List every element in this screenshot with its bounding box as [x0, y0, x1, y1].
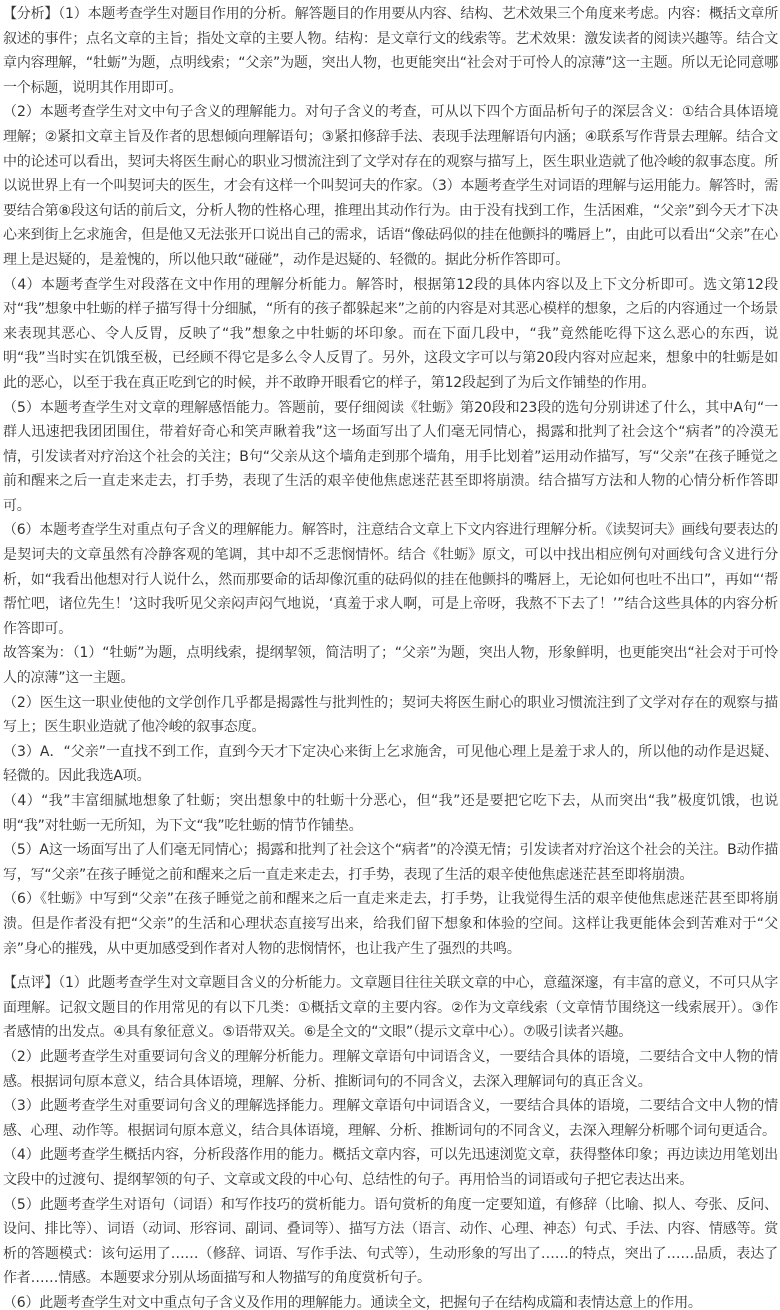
answer-paragraph: （6）《牡蛎》中写到“父亲”在孩子睡觉之前和醒来之后一直走来走去，打手势，让我觉得生活的艰辛使他焦虑迷茫甚至即将崩溃。但是作者没有把“父亲”的生活和心理状态直接写出来，给我们留下想象和体验的空间。这样让我更能体会到苦难对于“父亲”身心的摧残，从中更加感受到作者对人物的悲悯情怀，也让我产生了强烈的共鸣。 — [3, 891, 778, 957]
answer-paragraph: （3）A．“父亲”一直找不到工作，直到今天才下定决心来街上乞求施舍，可见他心理上是羞于求人的，所以他的动作是迟疑、轻微的。因此我选A项。 — [3, 743, 778, 785]
section-gap — [3, 961, 778, 971]
analysis-paragraph: 【分析】（1）本题考查学生对题目作用的分析。解答题目的作用要从内容、结构、艺术效果三个角度来考虑。内容：概括文章所叙述的事件；点名文章的主旨；指处文章的主要人物。结构：是文章行文的线索等。艺术效果：激发读者的阅读兴趣等。结合文章内容理解，“牡蛎”为题，点明线索；“父亲”为题，突出人物，也更能突出“社会对于可怜人的凉薄”这一主题。所以无论同意哪一个标题，说明其作用即可。 — [3, 6, 778, 96]
analysis-paragraph: （4）本题考查学生对段落在文中作用的理解分析能力。解答时，根据第12段的具体内容以及上下文分析即可。选文第12段对“我”想象中牡蛎的样子描写得十分细腻，“所有的孩子都躲起来”之前的内容是对其恶心模样的想象，之后的内容通过一个场景来表现其恶心、令人反胃，反映了“我”想象之中牡蛎的坏印象。而在下面几段中，“我”竟然能吃得下这么恶心的东西，说明“我”当时实在饥饿至极，已经顾不得它是多么令人反胃了。另外，这段文字可以与第20段内容对应起来，想象中的牡蛎是如此的恶心，以至于我在真正吃到它的时候，并不敢睁开眼看它的样子，第12段起到了为后文作铺垫的作用。 — [3, 276, 778, 391]
comment-paragraph: （3）此题考查学生对重要词句含义的理解选择能力。理解文章语句中词语含义，一要结合具体的语境，二要结合文中人物的情感、心理、动作等。根据词句原本意义，结合具体语境，理解、分析、推断词句的不同含义，去深入理解分析哪个词句更适合。 — [3, 1098, 778, 1139]
answer-paragraph: 故答案为：（1）“牡蛎”为题，点明线索，提纲挈领，简洁明了；“父亲”为题，突出人物，形象鲜明，也更能突出“社会对于可怜人的凉薄”这一主题。 — [3, 645, 778, 687]
comment-paragraph: 【点评】（1）此题考查学生对文章题目含义的分析能力。文章题目往往关联文章的中心，意蕴深邃，有丰富的意义，不可只从字面理解。记叙文题目的作用常见的有以下几类：①概括文章的主要内容。②作为文章线索（文章情节围绕这一线索展开）。③作者感情的出发点。④具有象征意义。⑤语带双关。⑥是全文的“文眼”（提示文章中心）。⑦吸引读者兴趣。 — [3, 975, 778, 1041]
answer-paragraph: （5）A这一场面写出了人们毫无同情心；揭露和批判了社会这个“病者”的冷漠无情；引发读者对疗治这个社会的关注。B动作描写，写“父亲”在孩子睡觉之前和醒来之后一直走来走去，打手势，表现了生活的艰辛使他焦虑迷茫甚至即将崩溃。 — [3, 842, 778, 883]
answer-paragraph: （2）医生这一职业使他的文学创作几乎都是揭露性与批判性的；契诃夫将医生耐心的职业习惯流注到了文学对存在的观察与描写上；医生职业造就了他冷峻的叙事态度。 — [3, 694, 778, 736]
comment-paragraph: （5）此题考查学生对语句（词语）和写作技巧的赏析能力。语句赏析的角度一定要知道，有修辞（比喻、拟人、夸张、反问、设问、排比等）、词语（动词、形容词、副词、叠词等）、描写方法（语言、动作、心理、神态）句式、手法、内容、情感等。赏析的答题模式：该句运用了……（修辞、词语、写作手法、句式等），生动形象的写出了……的特点，突出了……品质，表达了作者……情感。本题要求分别从场面描写和人物描写的角度赏析句子。 — [3, 1196, 778, 1287]
analysis-section — [3, 2, 778, 961]
answer-paragraph: （4）“我”丰富细腻地想象了牡蛎；突出想象中的牡蛎十分恶心，但“我”还是要把它吃下去，从而突出“我”极度饥饿，也说明“我”对牡蛎一无所知，为下文“我”吃牡蛎的情节作铺垫。 — [3, 793, 778, 834]
comment-paragraph: （4）此题考查学生概括内容，分析段落作用的能力。概括文章内容，可以先迅速浏览文章，获得整体印象；再边读边用笔划出文段中的过渡句、提纲挈领的句子、文章或文段的中心句、总结性的句子。再用恰当的词语或句子把它表达出来。 — [3, 1147, 778, 1188]
analysis-paragraph: （5）本题考查学生对文章的理解感悟能力。答题前，要仔细阅读《牡蛎》第20段和23段的选句分别讲述了什么，其中A句“一群人迅速把我团团围住，带着好奇心和笑声瞅着我”这一场面写出了人们毫无同情心，揭露和批判了社会这个“病者”的冷漠无情，引发读者对疗治这个社会的关注；B句“父亲从这个墙角走到那个墙角，用手比划着”运用动作描写，写“父亲”在孩子睡觉之前和醒来之后一直走来走去，打手势，表现了生活的艰辛使他焦虑迷茫甚至即将崩溃。结合描写方法和人物的心情分析作答即可。 — [3, 399, 778, 514]
comment-paragraph: （6）此题考查学生对文中重点句子含义及作用的理解能力。通读全文，把握句子在结构成篇和表情达意上的作用。 — [3, 1294, 702, 1310]
analysis-paragraph: （2）本题考查学生对文中句子含义的理解能力。对句子含义的考查，可从以下四个方面品析句子的深层含义：①结合具体语境理解；②紧扣文章主旨及作者的思想倾向理解语句；③紧扣修辞手法、表现手法理解语句内涵；④联系写作背景去理解。结合文中的论述可以看出，契诃夫将医生耐心的职业习惯流注到了文学对存在的观察与描写上，医生职业造就了他冷峻的叙事态度。所以说世界上有一个叫契诃夫的医生，才会有这样一个叫契诃夫的作家。（3）本题考查学生对词语的理解与运用能力。解答时，需要结合第⑧段这句话的前后文，分析人物的性格心理，推理出其动作行为。由于没有找到工作，生活困难，“父亲”到今天才下决心来到街上乞求施舍，但是他又无法张开口说出自己的需求，话语“像砝码似的挂在他颤抖的嘴唇上”，由此可以看出“父亲”在心理上是迟疑的，是羞愧的，所以他只敢“碰碰”，动作是迟疑的、轻微的。据此分析作答即可。 — [3, 104, 778, 268]
comment-section — [3, 971, 778, 1310]
comment-paragraph: （2）此题考查学生对重要词句含义的理解分析能力。理解文章语句中词语含义，一要结合具体的语境，二要结合文中人物的情感。根据词句原本意义，结合具体语境，理解、分析、推断词句的不同含义，去深入理解词句的真正含义。 — [3, 1048, 778, 1090]
analysis-paragraph: （6）本题考查学生对重点句子含义的理解能力。解答时，注意结合文章上下文内容进行理解分析。《读契诃夫》画线句要表达的是契诃夫的文章虽然有冷静客观的笔调，其中却不乏悲悯情怀。结合《牡蛎》原文，可以中找出相应例句对画线句含义进行分析，如“我看出他想对行人说什么，然而那要命的话却像沉重的砝码似的挂在他颤抖的嘴唇上，无论如何也吐不出口”，再如“‘帮帮忙吧，诸位先生！’这时我听见父亲闷声闷气地说，‘真羞于求人啊，可是上帝呀，我熬不下去了！’”结合这些具体的内容分析作答即可。 — [3, 522, 778, 637]
